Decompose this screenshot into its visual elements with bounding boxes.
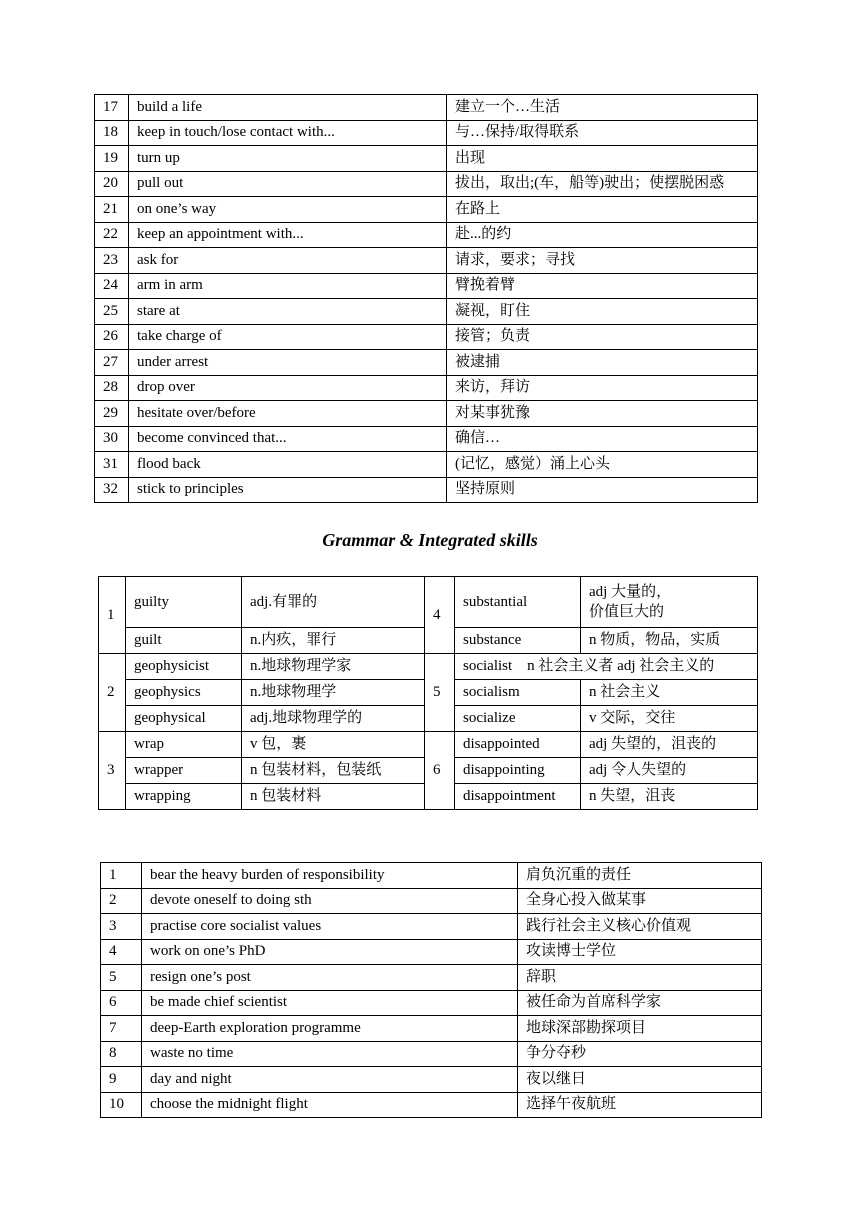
- meaning-cell: 在路上: [447, 197, 758, 223]
- table-row: [101, 1092, 762, 1118]
- row-number: 7: [101, 1016, 142, 1042]
- word-cell: wrap: [126, 732, 242, 758]
- phrase-cell: devote oneself to doing sth: [142, 888, 518, 914]
- phrase-cell: hesitate over/before: [129, 401, 447, 427]
- vocab-table-2: [100, 862, 762, 1118]
- table-row: [95, 197, 758, 223]
- word-cell: geophysicist: [126, 654, 242, 680]
- meaning-cell: 接管；负责: [447, 324, 758, 350]
- word-cell: disappointing: [455, 758, 581, 784]
- phrase-cell: waste no time: [142, 1041, 518, 1067]
- meaning-cell: n.地球物理学: [242, 680, 425, 706]
- meaning-cell: 被逮捕: [447, 350, 758, 376]
- row-number: 10: [101, 1092, 142, 1118]
- word-cell: geophysical: [126, 706, 242, 732]
- meaning-cell: n.内疚，罪行: [242, 628, 425, 654]
- phrase-cell: choose the midnight flight: [142, 1092, 518, 1118]
- meaning-cell: 出现: [447, 146, 758, 172]
- meaning-cell: 被任命为首席科学家: [518, 990, 762, 1016]
- meaning-cell: [581, 577, 758, 628]
- row-number: 18: [95, 120, 129, 146]
- phrase-cell: keep in touch/lose contact with...: [129, 120, 447, 146]
- group-number: 2: [99, 654, 126, 732]
- phrase-cell: ask for: [129, 248, 447, 274]
- meaning-cell: 臂挽着臂: [447, 273, 758, 299]
- row-number: 5: [101, 965, 142, 991]
- table-row: [95, 324, 758, 350]
- row-number: 2: [101, 888, 142, 914]
- phrase-cell: turn up: [129, 146, 447, 172]
- group-number: 5: [425, 654, 455, 732]
- group-number: 3: [99, 732, 126, 810]
- table-row: [95, 171, 758, 197]
- table-row: [95, 350, 758, 376]
- row-number: 32: [95, 477, 129, 503]
- row-number: 17: [95, 95, 129, 121]
- phrase-cell: be made chief scientist: [142, 990, 518, 1016]
- meaning-cell: n 包装材料: [242, 784, 425, 810]
- meaning-cell: 拔出，取出;(车，船等)驶出；使摆脱困惑: [447, 171, 758, 197]
- meaning-cell: adj 失望的，沮丧的: [581, 732, 758, 758]
- meaning-cell: 攻读博士学位: [518, 939, 762, 965]
- meaning-cell: 请求，要求；寻找: [447, 248, 758, 274]
- meaning-cell: 肩负沉重的责任: [518, 863, 762, 889]
- meaning-cell: adj 令人失望的: [581, 758, 758, 784]
- row-number: 31: [95, 452, 129, 478]
- meaning-cell: 对某事犹豫: [447, 401, 758, 427]
- phrase-cell: practise core socialist values: [142, 914, 518, 940]
- table-row: [99, 732, 758, 758]
- table-row: [95, 401, 758, 427]
- row-number: 4: [101, 939, 142, 965]
- table-row: [95, 375, 758, 401]
- table-row: [95, 477, 758, 503]
- table-row: [101, 965, 762, 991]
- table-row: [95, 248, 758, 274]
- meaning-cell: n 物质，物品，实质: [581, 628, 758, 654]
- meaning-cell: 辞职: [518, 965, 762, 991]
- meaning-cell: n 失望，沮丧: [581, 784, 758, 810]
- meaning-cell: 践行社会主义核心价值观: [518, 914, 762, 940]
- table-row: [95, 273, 758, 299]
- row-number: 28: [95, 375, 129, 401]
- word-cell: guilt: [126, 628, 242, 654]
- meaning-cell: n.地球物理学家: [242, 654, 425, 680]
- meaning-cell: (记忆，感觉）涌上心头: [447, 452, 758, 478]
- meaning-cell: 与…保持/取得联系: [447, 120, 758, 146]
- row-number: 6: [101, 990, 142, 1016]
- meaning-cell: 建立一个…生活: [447, 95, 758, 121]
- word-meaning-cell: socialist n 社会主义者 adj 社会主义的: [455, 654, 758, 680]
- phrase-cell: bear the heavy burden of responsibility: [142, 863, 518, 889]
- meaning-cell: 凝视，盯住: [447, 299, 758, 325]
- table-row: [101, 939, 762, 965]
- vocab-table-1-body: [95, 95, 758, 503]
- row-number: 3: [101, 914, 142, 940]
- row-number: 22: [95, 222, 129, 248]
- row-number: 21: [95, 197, 129, 223]
- phrase-cell: deep-Earth exploration programme: [142, 1016, 518, 1042]
- table-row: [95, 146, 758, 172]
- phrase-cell: keep an appointment with...: [129, 222, 447, 248]
- meaning-cell: adj.有罪的: [242, 577, 425, 628]
- table-row: [101, 914, 762, 940]
- phrase-cell: flood back: [129, 452, 447, 478]
- row-number: 19: [95, 146, 129, 172]
- phrase-cell: day and night: [142, 1067, 518, 1093]
- meaning-cell: 来访，拜访: [447, 375, 758, 401]
- word-cell: substance: [455, 628, 581, 654]
- group-number: 6: [425, 732, 455, 810]
- word-cell: disappointment: [455, 784, 581, 810]
- table-row: [95, 299, 758, 325]
- meaning-cell: 地球深部勘探项目: [518, 1016, 762, 1042]
- row-number: 30: [95, 426, 129, 452]
- table-row: [101, 1016, 762, 1042]
- word-cell: wrapping: [126, 784, 242, 810]
- meaning-cell: 确信…: [447, 426, 758, 452]
- group-number: 4: [425, 577, 455, 654]
- table-row: [99, 577, 758, 628]
- row-number: 20: [95, 171, 129, 197]
- table-row: [99, 654, 758, 680]
- phrase-cell: pull out: [129, 171, 447, 197]
- table-row: [101, 990, 762, 1016]
- row-number: 9: [101, 1067, 142, 1093]
- phrase-cell: under arrest: [129, 350, 447, 376]
- meaning-cell: v 交际，交往: [581, 706, 758, 732]
- group-number: 1: [99, 577, 126, 654]
- meaning-cell: 赴...的约: [447, 222, 758, 248]
- meaning-cell: n 社会主义: [581, 680, 758, 706]
- table-row: [95, 426, 758, 452]
- phrase-cell: drop over: [129, 375, 447, 401]
- table-row: [95, 452, 758, 478]
- word-forms-table: [98, 576, 758, 810]
- vocab-table-1: [94, 94, 758, 503]
- meaning-cell: adj.地球物理学的: [242, 706, 425, 732]
- phrase-cell: work on one’s PhD: [142, 939, 518, 965]
- row-number: 27: [95, 350, 129, 376]
- word-cell: socialize: [455, 706, 581, 732]
- meaning-cell: 夜以继日: [518, 1067, 762, 1093]
- table-row: [101, 888, 762, 914]
- phrase-cell: stick to principles: [129, 477, 447, 503]
- vocab-table-2-body: [101, 863, 762, 1118]
- table-row: [101, 1041, 762, 1067]
- phrase-cell: build a life: [129, 95, 447, 121]
- row-number: 29: [95, 401, 129, 427]
- row-number: 24: [95, 273, 129, 299]
- word-cell: geophysics: [126, 680, 242, 706]
- phrase-cell: take charge of: [129, 324, 447, 350]
- section-title: Grammar & Integrated skills: [322, 530, 538, 550]
- phrase-cell: become convinced that...: [129, 426, 447, 452]
- meaning-cell: 全身心投入做某事: [518, 888, 762, 914]
- row-number: 25: [95, 299, 129, 325]
- meaning-cell: 争分夺秒: [518, 1041, 762, 1067]
- table-row: [95, 222, 758, 248]
- word-cell: wrapper: [126, 758, 242, 784]
- table-row: [95, 95, 758, 121]
- word-cell: guilty: [126, 577, 242, 628]
- row-number: 26: [95, 324, 129, 350]
- phrase-cell: stare at: [129, 299, 447, 325]
- row-number: 23: [95, 248, 129, 274]
- table-row: [101, 1067, 762, 1093]
- word-cell: socialism: [455, 680, 581, 706]
- word-cell: substantial: [455, 577, 581, 628]
- phrase-cell: on one’s way: [129, 197, 447, 223]
- table-row: [101, 863, 762, 889]
- meaning-cell: v 包，裹: [242, 732, 425, 758]
- phrase-cell: arm in arm: [129, 273, 447, 299]
- meaning-line: 价值巨大的: [589, 604, 665, 620]
- row-number: 1: [101, 863, 142, 889]
- word-forms-body: [99, 577, 758, 810]
- meaning-cell: 选择午夜航班: [518, 1092, 762, 1118]
- word-cell: disappointed: [455, 732, 581, 758]
- meaning-cell: 坚持原则: [447, 477, 758, 503]
- meaning-line: adj 大量的，: [589, 584, 672, 600]
- meaning-cell: n 包装材料，包装纸: [242, 758, 425, 784]
- row-number: 8: [101, 1041, 142, 1067]
- phrase-cell: resign one’s post: [142, 965, 518, 991]
- table-row: [95, 120, 758, 146]
